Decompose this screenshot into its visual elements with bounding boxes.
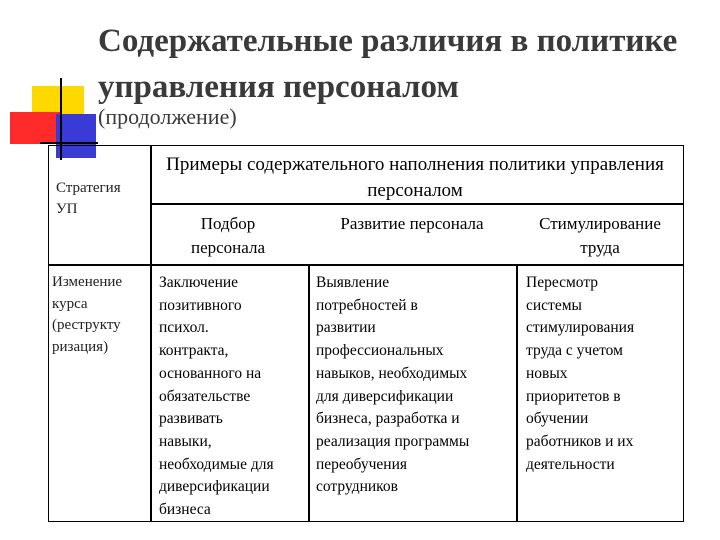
examples-header: Примеры содержательного наполнения политики управления персоналом (166, 154, 664, 201)
table-divider (516, 264, 518, 522)
table-divider (308, 264, 310, 522)
row-label-restructuring: Изменение курса (реструкту ризация) (52, 274, 123, 355)
decor-horizontal-line (40, 142, 98, 144)
slide-subtitle: (продолжение) (98, 104, 237, 129)
cell-selection: Заключение позитивного психол. контракта, основанного на обязательстве развивать навыки, необходимые для диверсификации бизнеса (159, 274, 274, 519)
column-header-selection: Подбор персонала (190, 214, 265, 257)
table-divider (150, 145, 152, 522)
column-header-development: Развитие персонала (340, 214, 484, 233)
slide-title: Содержательные различия в политике управления персоналом (98, 23, 678, 105)
cell-development: Выявление потребностей в развитии профессиональных навыков, необходимых для диверсификации бизнеса, разработка и реализация программы переобучения сотрудников (316, 274, 470, 496)
table-divider (48, 264, 684, 266)
column-header-incentives: Стимулирование труда (539, 214, 661, 257)
strategy-header: Стратегия УП (56, 180, 121, 217)
cell-incentives: Пересмотр системы стимулирования труда с учетом новых приоритетов в обучении работников и их деятельности (526, 274, 635, 473)
decor-red-rectangle (10, 112, 60, 144)
